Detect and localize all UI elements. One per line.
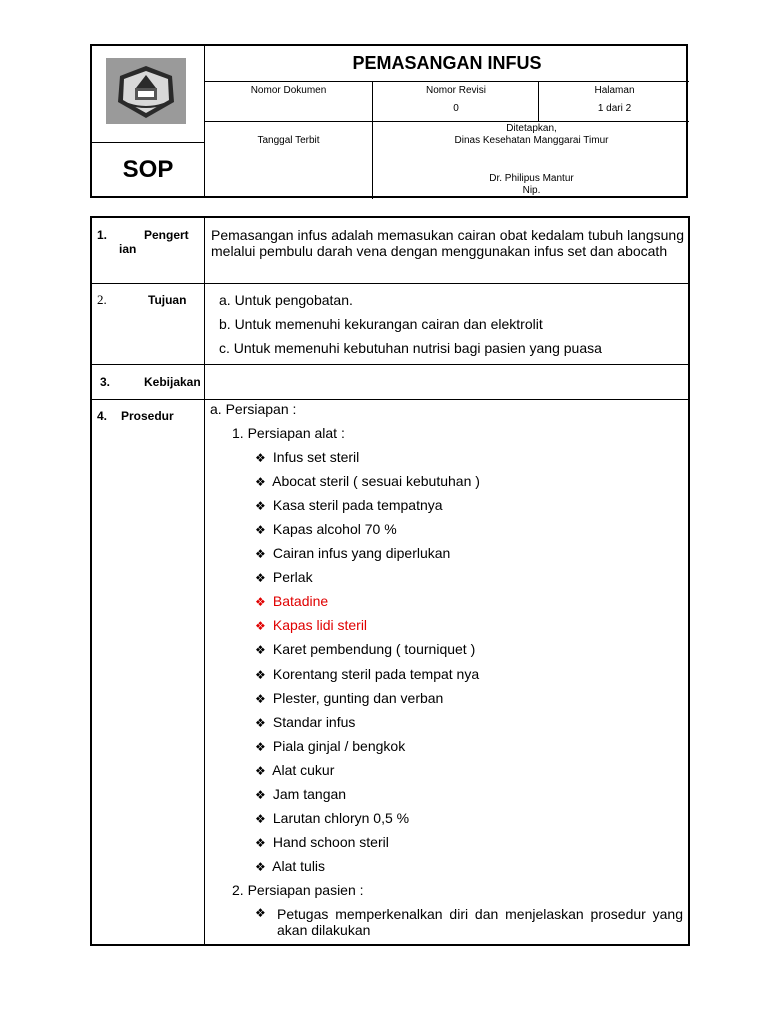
- pengertian-number: 1.: [97, 228, 108, 242]
- bullet-diamond-icon: ❖: [255, 547, 266, 561]
- pengertian-text: Pemasangan infus adalah memasukan cairan obat kedalam tubuh langsung melalui pembulu darah vena dengan menggunakan infus set dan abocath: [211, 227, 684, 259]
- sop-label: SOP: [122, 156, 174, 183]
- kebijakan-number: 3.: [100, 375, 111, 389]
- bullet-diamond-icon: ❖: [255, 595, 266, 609]
- alat-item: ❖ Cairan infus yang diperlukan: [255, 545, 451, 561]
- page-title: PEMASANGAN INFUS: [352, 53, 542, 73]
- alat-item: ❖ Plester, gunting dan verban: [255, 690, 444, 706]
- signer-name: Dr. Philipus Mantur: [489, 173, 574, 184]
- bullet-diamond-icon: ❖: [255, 692, 266, 706]
- bullet-diamond-icon: ❖: [255, 788, 266, 802]
- ditetapkan-line2: Dinas Kesehatan Manggarai Timur: [454, 135, 609, 146]
- pengertian-label-cell: [92, 218, 204, 283]
- alat-item: ❖ Jam tangan: [255, 786, 347, 802]
- tujuan-item: a. Untuk pengobatan.: [219, 292, 353, 308]
- bullet-diamond-icon: ❖: [255, 643, 266, 657]
- persiapan-heading: a. Persiapan :: [210, 401, 297, 417]
- ditetapkan-cell: [372, 122, 690, 199]
- tujuan-number: 2.: [97, 292, 107, 307]
- logo-cell: [92, 46, 204, 142]
- prosedur-row: [92, 399, 688, 945]
- alat-item-highlighted: ❖ Kapas lidi steril: [255, 617, 368, 633]
- tujuan-label: Tujuan: [148, 293, 187, 307]
- pengertian-row: [92, 218, 688, 283]
- ditetapkan-line1: Ditetapkan,: [506, 123, 557, 134]
- alat-item: ❖ Kasa steril pada tempatnya: [255, 497, 443, 513]
- tujuan-item: b. Untuk memenuhi kekurangan cairan dan elektrolit: [219, 316, 543, 332]
- doc-meta-row: [205, 81, 689, 122]
- kebijakan-text-cell: [204, 365, 688, 400]
- halaman-label: Halaman: [594, 85, 635, 96]
- alat-item: ❖ Perlak: [255, 569, 313, 585]
- bullet-diamond-icon: ❖: [255, 668, 266, 682]
- tanggal-terbit-label: Tanggal Terbit: [257, 135, 320, 146]
- alat-item: ❖ Alat tulis: [255, 858, 326, 874]
- header-right: [204, 46, 689, 198]
- tujuan-items-cell: [204, 284, 688, 365]
- kebijakan-row: [92, 364, 688, 400]
- bullet-diamond-icon: ❖: [255, 740, 266, 754]
- alat-item: ❖ Hand schoon steril: [255, 834, 389, 850]
- bullet-diamond-icon: ❖: [255, 716, 266, 730]
- alat-item: ❖ Infus set steril: [255, 449, 360, 465]
- sop-content-table: [90, 216, 690, 946]
- bullet-diamond-icon: ❖: [255, 764, 266, 778]
- bullet-diamond-icon: ❖: [255, 451, 266, 465]
- signer-nip: Nip.: [522, 185, 541, 196]
- bullet-diamond-icon: ❖: [255, 812, 266, 826]
- prosedur-label: Prosedur: [121, 409, 174, 423]
- alat-item: ❖ Alat cukur: [255, 762, 335, 778]
- alat-item: ❖ Karet pembendung ( tourniquet ): [255, 641, 476, 657]
- bullet-diamond-icon: ❖: [255, 523, 266, 537]
- halaman-cell: [538, 82, 690, 122]
- persiapan-alat-heading: 1. Persiapan alat :: [232, 425, 345, 441]
- bullet-diamond-icon: ❖: [255, 475, 266, 489]
- bullet-diamond-icon: ❖: [255, 619, 266, 633]
- government-seal-logo: [106, 58, 186, 124]
- pengertian-label-part1: Pengert: [144, 228, 189, 242]
- sop-cell: [92, 142, 204, 199]
- alat-item-highlighted: ❖ Batadine: [255, 593, 329, 609]
- alat-item: ❖ Standar infus: [255, 714, 356, 730]
- kebijakan-label-cell: [92, 365, 204, 400]
- pengertian-text-cell: [204, 218, 688, 283]
- tujuan-row: [92, 283, 688, 365]
- alat-item: ❖ Abocat steril ( sesuai kebutuhan ): [255, 473, 480, 489]
- alat-item: ❖ Korentang steril pada tempat nya: [255, 666, 480, 682]
- terbit-row: [205, 121, 689, 199]
- bullet-diamond-icon: ❖: [255, 836, 266, 850]
- alat-item: ❖ Larutan chloryn 0,5 %: [255, 810, 410, 826]
- bullet-diamond-icon: ❖: [255, 571, 266, 585]
- nomor-dokumen-label: Nomor Dokumen: [250, 85, 327, 96]
- bullet-diamond-icon: ❖: [255, 499, 266, 513]
- tujuan-label-cell: [92, 284, 204, 365]
- prosedur-label-cell: [92, 400, 204, 945]
- bullet-diamond-icon: ❖: [255, 860, 266, 874]
- pengertian-label-part2: ian: [119, 242, 137, 256]
- alat-item: ❖ Piala ginjal / bengkok: [255, 738, 406, 754]
- tujuan-item: c. Untuk memenuhi kebutuhan nutrisi bagi pasien yang puasa: [219, 340, 602, 356]
- nomor-revisi-value: 0: [453, 103, 459, 114]
- document-header: [90, 44, 688, 198]
- persiapan-pasien-heading: 2. Persiapan pasien :: [232, 882, 364, 898]
- prosedur-content-cell: [204, 400, 688, 945]
- kebijakan-label: Kebijakan: [144, 375, 201, 389]
- prosedur-number: 4.: [97, 409, 108, 423]
- pasien-item-text: Petugas memperkenalkan diri dan menjelaskan prosedur yang akan dilakukan: [277, 906, 683, 938]
- halaman-value: 1 dari 2: [597, 103, 632, 114]
- nomor-revisi-label: Nomor Revisi: [425, 85, 486, 96]
- bullet-diamond-icon: ❖: [255, 906, 266, 920]
- revisi-cell: [372, 82, 539, 122]
- alat-item: ❖ Kapas alcohol 70 %: [255, 521, 397, 537]
